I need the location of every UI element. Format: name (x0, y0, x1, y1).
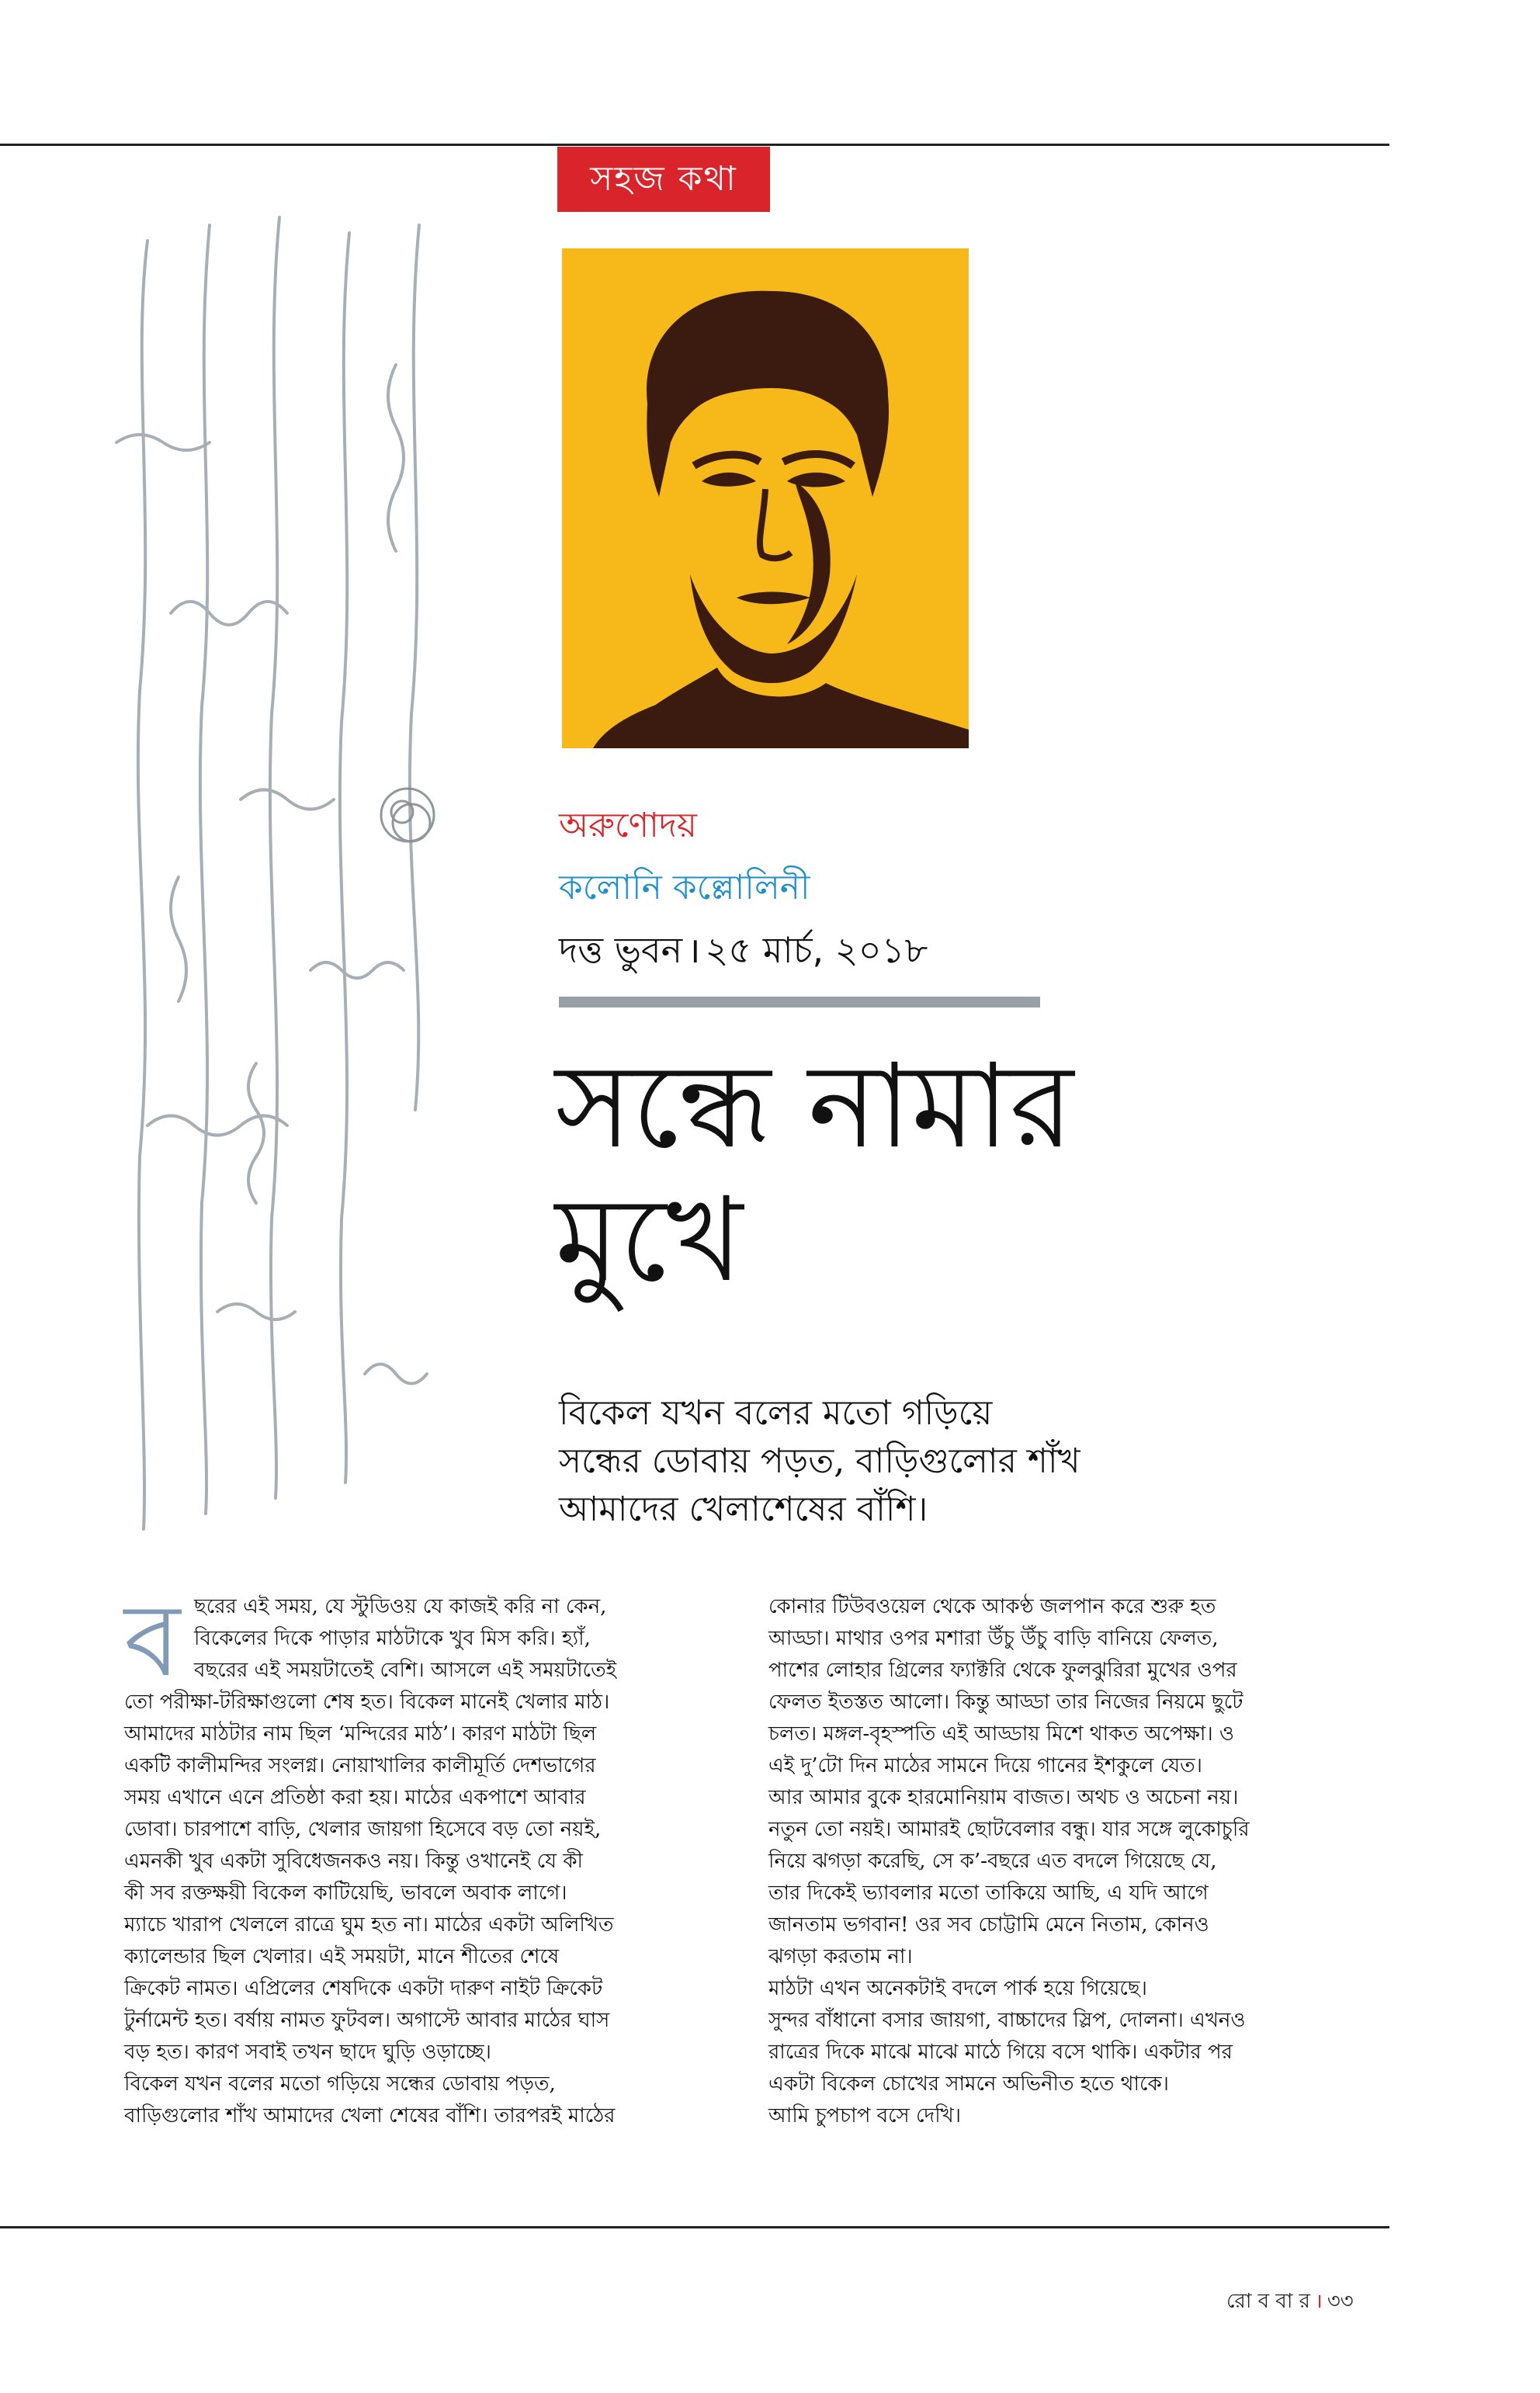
body-line: বছরের এই সময়টাতেই বেশি। আসলে এই সময়টাতেই (194, 1659, 617, 1682)
body-line: একটা বিকেল চোখের সামনে অভিনীত হতে থাকে। (768, 2072, 1169, 2096)
body-line: তো পরীক্ষা-টরিক্ষাগুলো শেষ হত। বিকেল মানেই খেলার মাঠ। (124, 1691, 610, 1714)
deck-line: সন্ধের ডোবায় পড়ত, বাড়িগুলোর শাঁখ (559, 1441, 1080, 1481)
author-portrait-icon (562, 248, 969, 748)
bottom-rule (0, 2226, 1389, 2228)
body-line: ছরের এই সময়, যে স্টুডিওয় যে কাজই করি না কেন, (194, 1595, 607, 1618)
author-portrait (562, 248, 969, 748)
body-line: আমি চুপচাপ বসে দেখি। (768, 2104, 962, 2128)
byline-divider (559, 997, 1040, 1007)
body-line: রাত্রের দিকে মাঝে মাঝে মাঠে গিয়ে বসে থাকি। একটার পর (768, 2041, 1233, 2064)
body-line: পাশের লোহার গ্রিলের ফ্যাক্টরি থেকে ফুলঝুরিরা মুখের ওপর (768, 1659, 1237, 1682)
body-line: সময় এখানে এনে প্রতিষ্ঠা করা হয়। মাঠের একপাশে আবার (124, 1786, 586, 1809)
body-line: টুর্নামেন্ট হত। বর্ষায় নামত ফুটবল। অগাস্টে আবার মাঠের ঘাস (124, 2009, 610, 2032)
headline-line-2: মুখে (555, 1173, 744, 1308)
body-line: এই দু’টো দিন মাঠের সামনে দিয়ে গানের ইশকুলে যেত। (768, 1754, 1202, 1777)
deck (559, 1389, 1180, 1534)
body-line: ঝগড়া করতাম না। (768, 1945, 913, 1968)
deck-line: আমাদের খেলাশেষের বাঁশি। (559, 1490, 928, 1529)
body-line: তার দিকেই ভ্যাবলার মতো তাকিয়ে আছি, এ যদি আগে (768, 1881, 1209, 1905)
body-line: বিকেল যখন বলের মতো গড়িয়ে সন্ধের ডোবায় পড়ত, (124, 2072, 556, 2096)
body-line: কী সব রক্তক্ষয়ী বিকেল কাটিয়েছি, ভাবলে অবাক লাগে। (124, 1881, 567, 1905)
body-line: এমনকী খুব একটা সুবিধেজনকও নয়। কিন্তু ওখানেই যে কী (124, 1850, 583, 1873)
publish-date: ২৫ মার্চ, ২০১৮ (705, 929, 928, 971)
body-column-left (124, 1581, 745, 2132)
top-rule (0, 144, 1389, 146)
body-line: আড্ডা। মাথার ওপর মশারা উঁচু উঁচু বাড়ি বানিয়ে ফেলত, (768, 1627, 1219, 1650)
body-line: জানতাম ভগবান! ওর সব চোট্টামি মেনে নিতাম, কোনও (768, 1913, 1209, 1937)
column-name: অরুণোদয় (559, 806, 697, 845)
byline (559, 924, 928, 983)
body-line: কোনার টিউবওয়েল থেকে আকণ্ঠ জলপান করে শুরু হত (768, 1595, 1216, 1618)
page-number: ৩৩ (1327, 2290, 1354, 2313)
body-line: সুন্দর বাঁধানো বসার জায়গা, বাচ্চাদের স্লিপ, দোলনা। এখনও (768, 2009, 1246, 2032)
folio-separator: । (1314, 2290, 1323, 2313)
page-folio (1226, 2285, 1354, 2319)
body-line: চলত। মঙ্গল-বৃহস্পতি এই আড্ডায় মিশে থাকত অপেক্ষা। ও (768, 1722, 1235, 1746)
body-line: বিকেলের দিকে পাড়ার মাঠটাকে খুব মিস করি। হ্যাঁ, (194, 1627, 591, 1650)
body-line: ম্যাচে খারাপ খেললে রাত্রে ঘুম হত না। মাঠের একটা অলিখিত (124, 1913, 614, 1937)
body-line: ডোবা। চারপাশে বাড়ি, খেলার জায়গা হিসেবে বড় তো নয়ই, (124, 1818, 602, 1841)
author-name: দত্ত ভুবন (559, 929, 683, 971)
body-line: ফেলত ইতস্তত আলো। কিন্তু আড্ডা তার নিজের নিয়মে ছুটে (768, 1691, 1243, 1714)
body-line: ক্যালেন্ডার ছিল খেলার। এই সময়টা, মানে শীতের শেষে (124, 1945, 560, 1968)
body-line: বড় হত। কারণ সবাই তখন ছাদে ঘুড়ি ওড়াচ্ছে। (124, 2041, 491, 2064)
body-line: বাড়িগুলোর শাঁখ আমাদের খেলা শেষের বাঁশি। তারপরই মাঠের (124, 2104, 616, 2128)
body-line: একটি কালীমন্দির সংলগ্ন। নোয়াখালির কালীমূর্তি দেশভাগের (124, 1754, 596, 1777)
body-line: নতুন তো নয়ই। আমারই ছোটবেলার বন্ধু। যার সঙ্গে লুকোচুরি (768, 1818, 1250, 1841)
drop-cap: ব (124, 1581, 181, 1699)
body-line: নিয়ে ঝগড়া করেছি, সে ক’-বছরে এত বদলে গিয়েছে যে, (768, 1850, 1217, 1873)
byline-separator: । (687, 929, 701, 971)
deck-line: বিকেল যখন বলের মতো গড়িয়ে (559, 1393, 993, 1433)
magazine-name: রো ব বা র (1226, 2290, 1310, 2313)
section-tag: সহজ কথা (557, 147, 770, 212)
body-line: মাঠটা এখন অনেকটাই বদলে পার্ক হয়ে গিয়েছে। (768, 1977, 1147, 2000)
body-line: আমাদের মাঠটার নাম ছিল ‘মন্দিরের মাঠ’। কারণ মাঠটা ছিল (124, 1722, 597, 1746)
body-column-right (768, 1591, 1366, 2132)
column-title: কলোনি কল্লোলিনী (559, 868, 810, 907)
headline-line-1: সন্ধে নামার (555, 1039, 1074, 1174)
headline (555, 1040, 1331, 1307)
body-line: ক্রিকেট নামত। এপ্রিলের শেষদিকে একটা দারুণ নাইট ক্রিকেট (124, 1977, 603, 2000)
body-line: আর আমার বুকে হারমোনিয়াম বাজত। অথচ ও অচেনা নয়। (768, 1786, 1239, 1809)
handwritten-manuscript-icon (101, 210, 489, 1545)
